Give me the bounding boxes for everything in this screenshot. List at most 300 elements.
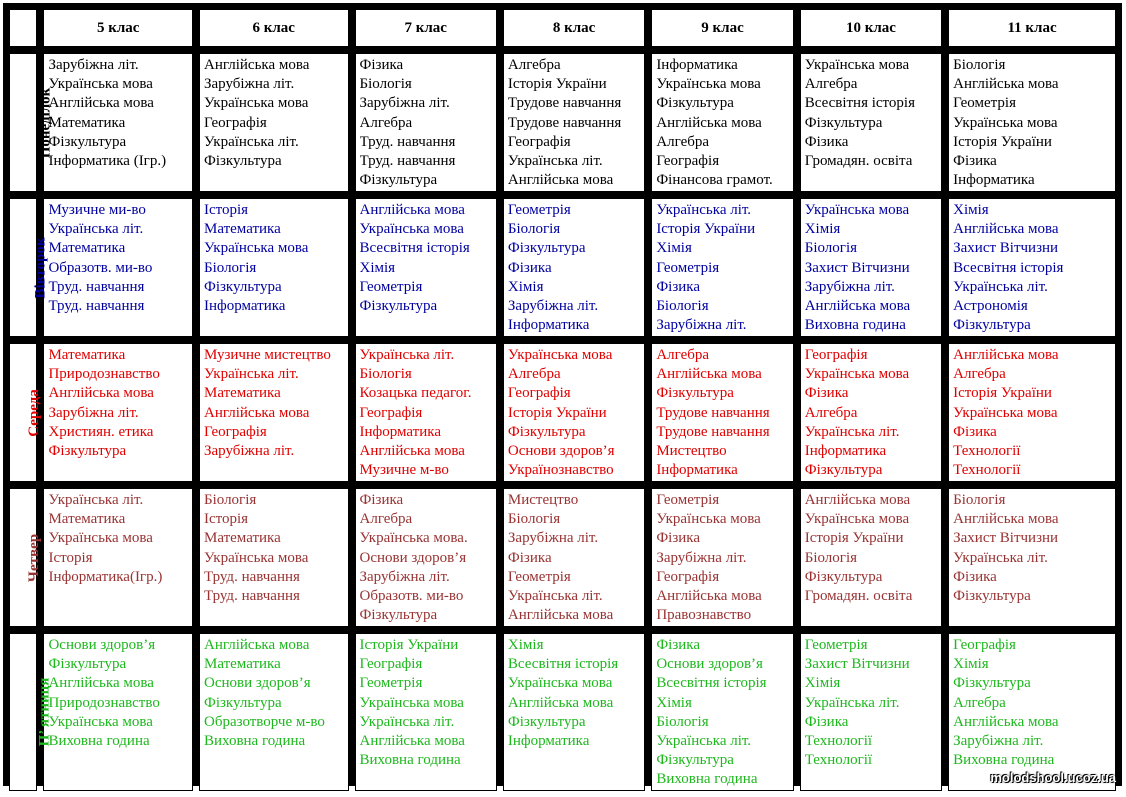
subject-item: Зарубіжна літ. xyxy=(48,404,139,421)
subject-item: Музичне м-во xyxy=(359,462,449,479)
schedule-sheet xyxy=(3,3,1122,786)
subject-item: Українська літ. xyxy=(203,133,299,150)
lesson-cell xyxy=(800,488,942,627)
day-row xyxy=(9,198,1116,337)
subject-item: Англійська мова xyxy=(359,202,465,218)
subject-item: Фізика xyxy=(953,568,997,585)
subject-item: Основи здоров’я xyxy=(359,549,467,566)
grade-header: 10 клас xyxy=(800,9,942,47)
subject-list xyxy=(44,634,192,751)
subject-item: Фізкультура xyxy=(953,317,1031,334)
subject-item: Фізкультура xyxy=(48,443,127,460)
subject-list xyxy=(504,634,644,751)
subject-list xyxy=(356,199,496,316)
subject-item: Українська мова xyxy=(804,511,910,528)
subject-list xyxy=(200,199,348,316)
day-name: Четвер xyxy=(26,533,43,582)
subject-item: Астрономія xyxy=(953,298,1028,315)
subject-item: Фізика xyxy=(359,57,404,73)
subject-item: Біологія xyxy=(656,298,709,315)
subject-item: Фізика xyxy=(804,713,849,730)
subject-item: Громадян. освіта xyxy=(804,153,913,170)
subject-item: Історія України xyxy=(507,404,607,421)
subject-item: Геометрія xyxy=(359,675,423,692)
subject-item: Англійська мова xyxy=(203,57,310,73)
subject-item: Козацька педагог. xyxy=(359,385,472,402)
subject-list xyxy=(200,634,348,751)
subject-item: Алгебра xyxy=(953,694,1006,711)
subject-list xyxy=(652,344,792,480)
subject-item: Хімія xyxy=(656,240,692,257)
subject-item: Українська літ. xyxy=(656,733,752,750)
subject-item: Англійська мова xyxy=(507,694,614,711)
lesson-cell xyxy=(355,488,497,627)
subject-item: Математика xyxy=(203,385,281,402)
subject-list xyxy=(44,344,192,461)
subject-item: Хімія xyxy=(359,259,396,276)
subject-item: Алгебра xyxy=(507,57,561,73)
subject-item: Фізкультура xyxy=(656,95,734,112)
subject-item: Всесвітня історія xyxy=(804,95,915,112)
subject-item: Основи здоров’я xyxy=(48,637,156,653)
subject-item: Геометрія xyxy=(804,637,868,653)
subject-item: Труд. навчання xyxy=(203,568,300,585)
subject-list xyxy=(504,489,644,625)
subject-item: Українська мова xyxy=(203,549,309,566)
subject-item: Інформатика xyxy=(507,317,590,334)
subject-item: Біологія xyxy=(203,492,257,508)
subject-item: Українська літ. xyxy=(359,347,455,363)
subject-item: Захист Вітчизни xyxy=(953,240,1059,257)
subject-item: Основи здоров’я xyxy=(507,443,615,460)
lesson-cell xyxy=(948,343,1116,482)
subject-item: Зарубіжна літ. xyxy=(656,317,747,334)
subject-item: Біологія xyxy=(953,492,1006,508)
subject-list xyxy=(801,344,941,480)
subject-item: Історія України xyxy=(359,637,459,653)
subject-item: Фізика xyxy=(507,549,552,566)
subject-item: Труд. навчання xyxy=(48,278,145,295)
lesson-cell xyxy=(948,488,1116,627)
subject-item: Природознавство xyxy=(48,366,160,383)
subject-item: Англійська мова xyxy=(48,95,154,112)
subject-list xyxy=(44,489,192,587)
day-row xyxy=(9,343,1116,482)
subject-item: Інформатика xyxy=(953,172,1035,189)
subject-item: Українська літ. xyxy=(507,153,603,170)
subject-item: Алгебра xyxy=(507,366,561,383)
lesson-cell xyxy=(800,343,942,482)
site-watermark: molodshool.ucoz.ua xyxy=(990,770,1116,785)
subject-list xyxy=(356,634,496,770)
subject-item: Образотв. ми-во xyxy=(48,259,153,276)
subject-item: Українська літ. xyxy=(953,549,1048,566)
subject-item: Музичне мистецтво xyxy=(203,347,331,363)
subject-item: Фізика xyxy=(804,385,849,402)
subject-list xyxy=(652,489,792,625)
subject-item: Мистецтво xyxy=(507,492,579,508)
subject-item: Фізкультура xyxy=(953,588,1031,605)
subject-list xyxy=(504,344,644,480)
subject-list xyxy=(200,489,348,606)
subject-item: Географія xyxy=(804,347,868,363)
subject-item: Виховна година xyxy=(656,771,758,788)
subject-item: Географія xyxy=(507,133,571,150)
subject-item: Основи здоров’я xyxy=(203,675,311,692)
subject-item: Біологія xyxy=(203,259,257,276)
subject-item: Фізкультура xyxy=(804,462,883,479)
subject-item: Фізкультура xyxy=(359,298,438,315)
subject-item: Українська мова xyxy=(48,76,153,93)
subject-item: Фізкультура xyxy=(203,278,282,295)
subject-item: Біологія xyxy=(656,713,709,730)
lesson-cell xyxy=(43,488,193,627)
subject-item: Інформатика xyxy=(203,298,286,315)
subject-item: Інформатика xyxy=(656,57,738,73)
subject-item: Українська мова xyxy=(804,366,910,383)
subject-item: Захист Вітчизни xyxy=(953,530,1059,547)
subject-item: Українська мова xyxy=(359,694,464,711)
subject-item: Українська мова xyxy=(359,221,464,238)
subject-item: Біологія xyxy=(804,240,858,257)
lesson-cell xyxy=(503,198,645,337)
subject-item: Історія України xyxy=(953,385,1052,402)
subject-item: Технології xyxy=(953,443,1021,460)
subject-list xyxy=(801,199,941,335)
subject-item: Алгебра xyxy=(656,133,710,150)
subject-item: Українська літ. xyxy=(507,588,603,605)
day-name: Середа xyxy=(25,388,42,437)
subject-item: Англійська мова xyxy=(953,713,1059,730)
day-label-cell xyxy=(9,343,42,482)
subject-item: Англійська мова xyxy=(203,637,310,653)
subject-item: Фізика xyxy=(656,530,701,547)
subject-item: Англійська мова xyxy=(656,366,762,383)
subject-item: Технології xyxy=(953,462,1021,479)
subject-item: Українська мова xyxy=(804,57,910,73)
subject-list xyxy=(801,489,941,606)
subject-item: Хімія xyxy=(656,694,692,711)
day-name: П’ ятниця xyxy=(36,677,53,747)
subject-item: Зарубіжна літ. xyxy=(359,95,450,112)
lesson-cell xyxy=(503,633,645,791)
subject-item: Фізкультура xyxy=(507,423,586,440)
subject-item: Виховна година xyxy=(48,733,150,750)
subject-item: Українська мова xyxy=(656,76,761,93)
subject-item: Фізика xyxy=(953,423,997,440)
lesson-cell xyxy=(355,198,497,337)
subject-item: Фізкультура xyxy=(507,713,586,730)
subject-item: Образотворче м-во xyxy=(203,713,325,730)
subject-item: Англійська мова xyxy=(953,347,1059,363)
subject-item: Фізика xyxy=(507,259,552,276)
subject-item: Біологія xyxy=(953,57,1006,73)
subject-item: Зарубіжна літ. xyxy=(203,76,295,93)
subject-list xyxy=(200,54,348,171)
subject-item: Математика xyxy=(48,240,126,257)
subject-item: Англійська мова xyxy=(507,172,614,189)
lesson-cell xyxy=(948,633,1116,791)
subject-item: Всесвітня історія xyxy=(656,675,767,692)
subject-item: Всесвітня історія xyxy=(359,240,470,257)
subject-item: Українська літ. xyxy=(804,694,900,711)
subject-item: Фізкультура xyxy=(48,656,127,673)
subject-item: Геометрія xyxy=(656,492,720,508)
subject-item: Фізика xyxy=(656,278,701,295)
subject-item: Правознавство xyxy=(656,607,752,624)
subject-item: Трудове навчання xyxy=(656,423,770,440)
subject-item: Фізкультура xyxy=(804,568,883,585)
subject-item: Фізкультура xyxy=(656,752,734,769)
header-corner xyxy=(9,9,37,47)
subject-item: Історія xyxy=(203,511,249,528)
subject-item: Захист Вітчизни xyxy=(804,656,910,673)
subject-item: Географія xyxy=(656,568,720,585)
subject-item: Геометрія xyxy=(507,568,571,585)
subject-item: Алгебра xyxy=(953,366,1006,383)
subject-item: Зарубіжна літ. xyxy=(656,549,747,566)
lesson-cell xyxy=(651,343,793,482)
subject-item: Мистецтво xyxy=(656,443,727,460)
subject-item: Хімія xyxy=(804,221,841,238)
day-row xyxy=(9,488,1116,627)
subject-item: Українознавство xyxy=(507,462,614,479)
lesson-cell xyxy=(199,343,349,482)
subject-item: Фізкультура xyxy=(359,607,438,624)
subject-list xyxy=(949,344,1115,480)
subject-item: Зарубіжна літ. xyxy=(48,57,139,73)
lesson-cell xyxy=(651,53,793,192)
lesson-cell xyxy=(503,53,645,192)
subject-list xyxy=(949,634,1115,770)
subject-item: Труд. навчання xyxy=(359,133,456,150)
subject-item: Англійська мова xyxy=(656,588,762,605)
subject-item: Фізика xyxy=(656,637,701,653)
subject-item: Алгебра xyxy=(804,76,858,93)
subject-item: Історія України xyxy=(953,133,1052,150)
subject-item: Зарубіжна літ. xyxy=(804,278,895,295)
subject-item: Алгебра xyxy=(359,511,413,528)
subject-list xyxy=(949,54,1115,190)
subject-item: Англійська мова xyxy=(656,114,762,131)
subject-item: Математика xyxy=(203,221,281,238)
subject-item: Фізкультура xyxy=(359,172,438,189)
subject-item: Географія xyxy=(953,637,1016,653)
subject-item: Інформатика xyxy=(656,462,738,479)
subject-list xyxy=(801,634,941,770)
subject-item: Географія xyxy=(507,385,571,402)
subject-item: Українська літ. xyxy=(804,423,900,440)
subject-item: Фізика xyxy=(359,492,404,508)
subject-item: Фізкультура xyxy=(656,385,734,402)
subject-item: Математика xyxy=(203,656,281,673)
subject-item: Геометрія xyxy=(359,278,423,295)
subject-list xyxy=(652,199,792,335)
subject-list xyxy=(801,54,941,171)
grade-header: 9 клас xyxy=(651,9,793,47)
subject-item: Історія України xyxy=(507,76,607,93)
subject-item: Трудове навчання xyxy=(507,114,622,131)
subject-list xyxy=(44,54,192,171)
lesson-cell xyxy=(651,633,793,791)
subject-item: Українська літ. xyxy=(48,221,144,238)
subject-item: Труд. навчання xyxy=(48,298,145,315)
subject-item: Алгебра xyxy=(804,404,858,421)
day-label-cell xyxy=(9,633,53,791)
subject-item: Труд. навчання xyxy=(359,153,456,170)
subject-item: Фізкультура xyxy=(804,114,883,131)
lesson-cell xyxy=(199,198,349,337)
subject-item: Українська мова. xyxy=(359,530,468,547)
subject-item: Фізкультура xyxy=(203,694,282,711)
lesson-cell xyxy=(503,488,645,627)
subject-item: Українська мова xyxy=(953,404,1058,421)
subject-item: Хімія xyxy=(804,675,841,692)
day-label-cell xyxy=(9,198,49,337)
subject-item: Інформатика xyxy=(804,443,887,460)
lesson-cell xyxy=(43,343,193,482)
subject-item: Історія України xyxy=(804,530,904,547)
schedule-table xyxy=(3,3,1122,797)
subject-item: Фізкультура xyxy=(507,240,586,257)
subject-item: Геометрія xyxy=(507,202,571,218)
lesson-cell xyxy=(651,198,793,337)
subject-item: Англійська мова xyxy=(953,76,1059,93)
lesson-cell xyxy=(503,343,645,482)
subject-item: Трудове навчання xyxy=(656,404,770,421)
subject-item: Математика xyxy=(48,511,126,528)
subject-item: Алгебра xyxy=(656,347,710,363)
lesson-cell xyxy=(43,633,193,791)
subject-item: Українська літ. xyxy=(953,278,1048,295)
subject-list xyxy=(504,199,644,335)
subject-item: Фізкультура xyxy=(953,675,1031,692)
subject-item: Англійська мова xyxy=(359,443,465,460)
subject-item: Фізкультура xyxy=(203,153,282,170)
subject-item: Історія xyxy=(203,202,249,218)
subject-item: Українська мова xyxy=(48,713,153,730)
lesson-cell xyxy=(43,53,193,192)
lesson-cell xyxy=(651,488,793,627)
subject-item: Інформатика xyxy=(359,423,441,440)
subject-list xyxy=(356,54,496,190)
subject-item: Англійська мова xyxy=(804,298,911,315)
subject-item: Трудове навчання xyxy=(507,95,622,112)
subject-item: Біологія xyxy=(507,221,561,238)
lesson-cell xyxy=(199,53,349,192)
subject-item: Хімія xyxy=(953,202,989,218)
subject-item: Англійська мова xyxy=(203,404,310,421)
subject-item: Фізкультура xyxy=(48,133,127,150)
subject-item: Біологія xyxy=(359,76,412,93)
subject-item: Біологія xyxy=(359,366,412,383)
day-row xyxy=(9,53,1116,192)
subject-item: Українська мова xyxy=(203,95,309,112)
subject-item: Геометрія xyxy=(656,259,720,276)
day-name: Вівторок xyxy=(32,236,49,299)
day-label-cell xyxy=(9,53,54,192)
subject-item: Всесвітня історія xyxy=(953,259,1064,276)
subject-item: Англійська мова xyxy=(804,492,911,508)
subject-item: Біологія xyxy=(507,511,561,528)
subject-item: Фінансова грамот. xyxy=(656,172,773,189)
grade-header: 7 клас xyxy=(355,9,497,47)
subject-list xyxy=(504,54,644,190)
subject-item: Технології xyxy=(804,752,873,769)
subject-item: Зарубіжна літ. xyxy=(359,568,450,585)
subject-list xyxy=(44,199,192,316)
subject-item: Українська літ. xyxy=(203,366,299,383)
subject-item: Захист Вітчизни xyxy=(804,259,910,276)
subject-item: Математика xyxy=(48,114,126,131)
grade-header: 6 клас xyxy=(199,9,349,47)
subject-item: Біологія xyxy=(804,549,858,566)
subject-item: Англійська мова xyxy=(953,221,1059,238)
grades-header-row xyxy=(9,9,1116,47)
lesson-cell xyxy=(800,633,942,791)
grade-header: 11 клас xyxy=(948,9,1116,47)
subject-item: Географія xyxy=(203,114,267,131)
subject-item: Хімія xyxy=(953,656,989,673)
subject-item: Математика xyxy=(48,347,126,363)
grade-header: 5 клас xyxy=(43,9,193,47)
subject-item: Зарубіжна літ. xyxy=(953,733,1044,750)
subject-item: Українська мова xyxy=(48,530,153,547)
subject-item: Алгебра xyxy=(359,114,413,131)
subject-item: Виховна година xyxy=(804,317,906,334)
subject-item: Християн. етика xyxy=(48,423,154,440)
subject-item: Музичне ми-во xyxy=(48,202,146,218)
subject-item: Природознавство xyxy=(48,694,160,711)
lesson-cell xyxy=(800,53,942,192)
subject-item: Географія xyxy=(359,656,423,673)
subject-item: Географія xyxy=(203,423,267,440)
lesson-cell xyxy=(355,343,497,482)
subject-item: Українська літ. xyxy=(656,202,752,218)
subject-item: Виховна година xyxy=(203,733,306,750)
subject-item: Виховна година xyxy=(953,752,1055,769)
subject-item: Інформатика xyxy=(507,733,590,750)
lesson-cell xyxy=(43,198,193,337)
subject-item: Англійська мова xyxy=(507,607,614,624)
subject-list xyxy=(949,489,1115,606)
day-row xyxy=(9,633,1116,791)
subject-item: Географія xyxy=(359,404,423,421)
subject-item: Англійська мова xyxy=(953,511,1059,528)
subject-item: Фізика xyxy=(804,133,849,150)
subject-item: Українська мова xyxy=(953,114,1058,131)
subject-list xyxy=(356,489,496,625)
subject-list xyxy=(200,344,348,461)
subject-item: Географія xyxy=(656,153,720,170)
subject-item: Українська літ. xyxy=(48,492,144,508)
subject-item: Українська мова xyxy=(656,511,761,528)
subject-item: Англійська мова xyxy=(359,733,465,750)
subject-item: Англійська мова xyxy=(48,675,154,692)
subject-item: Українська літ. xyxy=(359,713,455,730)
subject-list xyxy=(356,344,496,480)
subject-item: Фізика xyxy=(953,153,997,170)
subject-item: Образотв. ми-во xyxy=(359,588,464,605)
subject-item: Англійська мова xyxy=(48,385,154,402)
lesson-cell xyxy=(948,198,1116,337)
subject-item: Зарубіжна літ. xyxy=(203,443,295,460)
day-name: Понеділок xyxy=(37,87,54,158)
subject-item: Українська мова xyxy=(507,675,613,692)
subject-item: Інформатика(Ігр.) xyxy=(48,568,163,585)
subject-item: Хімія xyxy=(507,637,544,653)
subject-item: Історія України xyxy=(656,221,756,238)
